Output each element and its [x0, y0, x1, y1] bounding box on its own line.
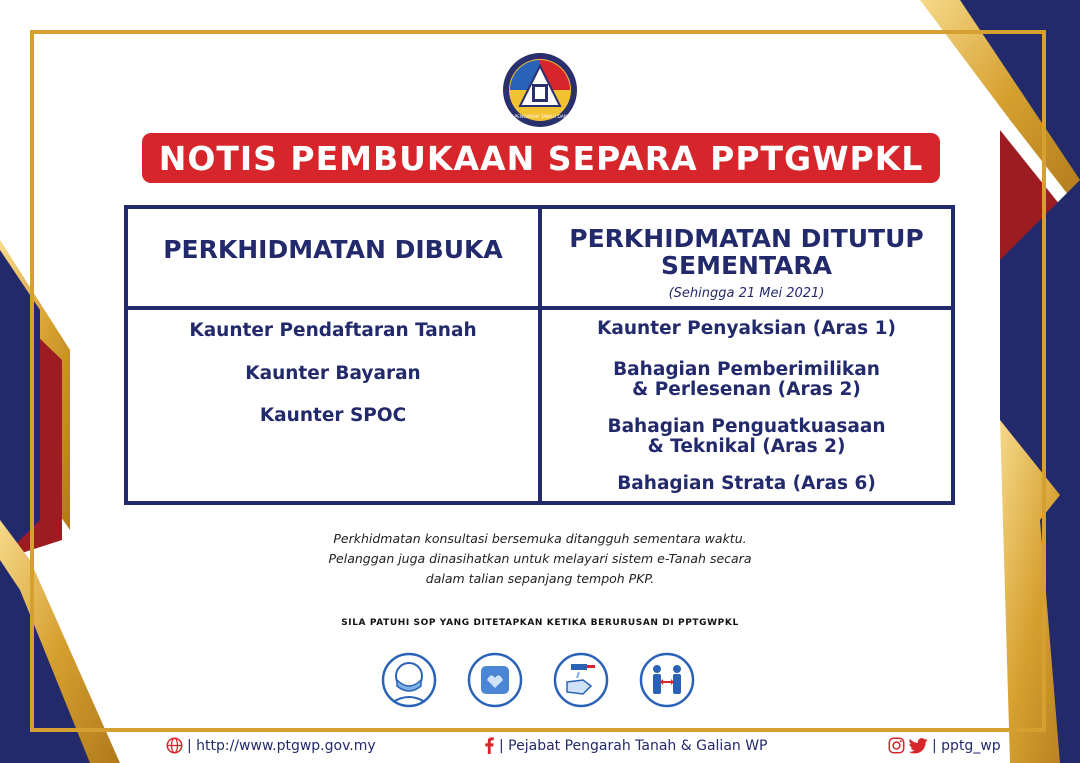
closed-item-line2: & Perlesenan (Aras 2) [632, 379, 861, 400]
logo-caption: PEJABAT PENGARAH TANAH DAN GALIAN [494, 115, 586, 120]
closed-services-header [542, 225, 951, 279]
ptg-logo [494, 52, 586, 128]
mysejahtera-icon [467, 652, 523, 708]
open-item: Kaunter Bayaran [245, 363, 421, 384]
closed-item: Bahagian Strata (Aras 6) [617, 473, 876, 494]
hand-sanitizer-icon [553, 652, 609, 708]
open-item: Kaunter Pendaftaran Tanah [189, 320, 477, 341]
globe-icon [166, 737, 183, 754]
closed-item [542, 360, 951, 400]
sop-reminder: SILA PATUHI SOP YANG DITETAPKAN KETIKA BERURUSAN DI PPTGWPKL [341, 618, 739, 628]
closed-item-line1: Bahagian Penguatkuasaan [607, 416, 886, 437]
closed-item: Kaunter Penyaksian (Aras 1) [597, 318, 896, 339]
note-line-1: Perkhidmatan konsultasi bersemuka ditangguh sementara waktu. [333, 531, 747, 546]
social-handle[interactable]: | pptg_wp [932, 737, 1001, 754]
open-services-header: PERKHIDMATAN DIBUKA [163, 235, 503, 264]
instagram-icon [888, 737, 905, 754]
open-item: Kaunter SPOC [259, 405, 407, 426]
footer-facebook[interactable] [483, 737, 768, 754]
closed-until-note: (Sehingga 21 Mei 2021) [668, 286, 825, 301]
social-distancing-icon [639, 652, 695, 708]
facebook-link[interactable]: | Pejabat Pengarah Tanah & Galian WP [499, 737, 768, 754]
note-line-3: dalam talian sepanjang tempoh PKP. [425, 571, 655, 586]
closed-item-line1: Bahagian Pemberimilikan [613, 359, 880, 380]
twitter-icon [909, 738, 928, 754]
services-table [124, 205, 955, 505]
website-link[interactable]: | http://www.ptgwp.gov.my [187, 737, 376, 754]
notice-title: NOTIS PEMBUKAAN SEPARA PPTGWPKL [142, 133, 940, 183]
closed-item [542, 417, 951, 457]
face-mask-icon [381, 652, 437, 708]
header-divider [128, 306, 951, 310]
footer-website[interactable] [166, 737, 376, 754]
facebook-icon [483, 737, 495, 754]
note-line-2: Pelanggan juga dinasihatkan untuk melayari sistem e-Tanah secara [328, 551, 752, 566]
footer-social[interactable] [888, 737, 1001, 754]
closed-header-line1: PERKHIDMATAN DITUTUP [569, 224, 924, 253]
closed-header-line2: SEMENTARA [660, 251, 833, 280]
closed-item-line2: & Teknikal (Aras 2) [647, 436, 846, 457]
